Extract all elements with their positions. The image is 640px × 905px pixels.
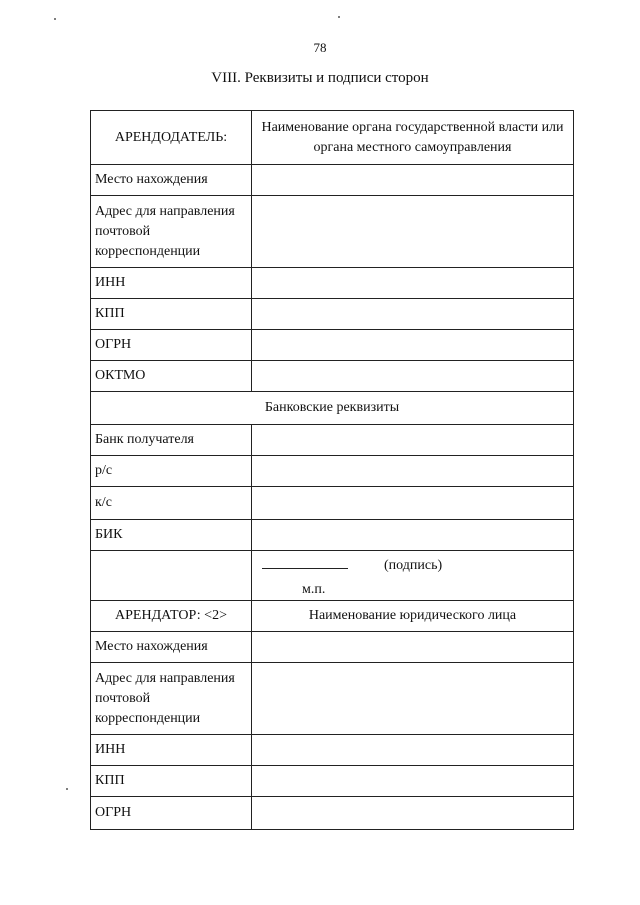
landlord-inn-value <box>252 268 574 299</box>
landlord-ogrn-value <box>252 330 574 361</box>
table-row <box>91 632 574 663</box>
landlord-oktmo-label: ОКТМО <box>91 361 252 392</box>
landlord-ogrn-label: ОГРН <box>91 330 252 361</box>
stamp-label: м.п. <box>302 581 326 597</box>
landlord-header-row <box>91 111 574 165</box>
tenant-header-row <box>91 601 574 632</box>
tenant-ogrn-value <box>252 797 574 830</box>
table-row <box>91 520 574 551</box>
tenant-ogrn-label: ОГРН <box>91 797 252 830</box>
landlord-role-label: АРЕНДОДАТЕЛЬ: <box>91 111 252 165</box>
signature-line <box>262 568 348 569</box>
signature-cell <box>252 551 574 601</box>
signature-row <box>91 551 574 601</box>
landlord-oktmo-value <box>252 361 574 392</box>
landlord-inn-label: ИНН <box>91 268 252 299</box>
table-row <box>91 196 574 268</box>
signature-label: (подпись) <box>384 557 443 573</box>
bank-details-header: Банковские реквизиты <box>91 392 574 425</box>
correspondent-account-label: к/с <box>91 487 252 520</box>
signature-empty-cell <box>91 551 252 601</box>
table-row <box>91 425 574 456</box>
table-row <box>91 165 574 196</box>
settlement-account-value <box>252 456 574 487</box>
scan-speck <box>66 788 68 790</box>
table-row <box>91 735 574 766</box>
landlord-location-label: Место нахождения <box>91 165 252 196</box>
tenant-inn-label: ИНН <box>91 735 252 766</box>
correspondent-account-value <box>252 487 574 520</box>
bik-label: БИК <box>91 520 252 551</box>
landlord-kpp-value <box>252 299 574 330</box>
table-row <box>91 766 574 797</box>
table-row <box>91 268 574 299</box>
page-number: 78 <box>313 40 327 55</box>
table-row <box>91 361 574 392</box>
section-title: VIII. Реквизиты и подписи сторон <box>211 70 429 86</box>
tenant-role-label: АРЕНДАТОР: <2> <box>91 601 252 632</box>
requisites-table <box>90 110 574 830</box>
tenant-inn-value <box>252 735 574 766</box>
table-row <box>91 456 574 487</box>
tenant-name-header: Наименование юридического лица <box>252 601 574 632</box>
landlord-postal-address-label: Адрес для направления почтовой корреспонденции <box>91 196 252 268</box>
bik-value <box>252 520 574 551</box>
landlord-postal-address-value <box>252 196 574 268</box>
bank-header-row <box>91 392 574 425</box>
tenant-kpp-label: КПП <box>91 766 252 797</box>
scan-speck <box>338 16 340 18</box>
tenant-postal-address-value <box>252 663 574 735</box>
tenant-location-value <box>252 632 574 663</box>
scan-speck <box>54 18 56 20</box>
tenant-location-label: Место нахождения <box>91 632 252 663</box>
tenant-postal-address-label: Адрес для направления почтовой корреспонденции <box>91 663 252 735</box>
table-row <box>91 330 574 361</box>
table-row <box>91 663 574 735</box>
table-row <box>91 299 574 330</box>
landlord-name-header: Наименование органа государственной власти или органа местного самоуправления <box>252 111 574 165</box>
table-row <box>91 797 574 830</box>
tenant-kpp-value <box>252 766 574 797</box>
table-row <box>91 487 574 520</box>
bank-name-value <box>252 425 574 456</box>
bank-name-label: Банк получателя <box>91 425 252 456</box>
landlord-location-value <box>252 165 574 196</box>
landlord-kpp-label: КПП <box>91 299 252 330</box>
settlement-account-label: р/с <box>91 456 252 487</box>
